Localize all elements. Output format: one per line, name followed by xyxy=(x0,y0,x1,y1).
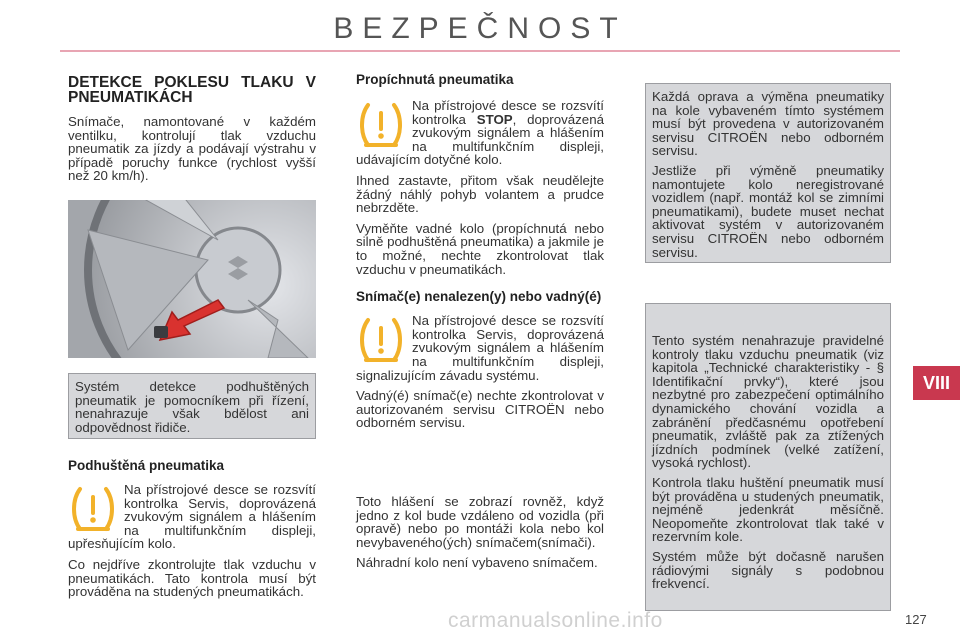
spare-wheel-section xyxy=(356,495,604,577)
intro-text: Snímače, namontované v každém ventilku, kontrolují tlak vzduchu pneumatik za jízdy a podávají výstrahu v případě poruchy funkce (rychlost vyšší než 20 km/h). xyxy=(68,114,316,184)
info-box-repair xyxy=(645,83,891,263)
page-title: BEZPEČNOST xyxy=(333,12,627,45)
info-box-driver-assist xyxy=(68,373,316,439)
underinflated-section xyxy=(68,459,316,606)
spare-paragraph-1: Toto hlášení se zobrazí rovněž, když jedno z kol bude vzdáleno od vozidla (při opravě) nebo po montáži kola nebo kol nevybaveného(ých) snímačem(snímači). xyxy=(356,494,604,550)
info-box-maintenance xyxy=(645,303,891,611)
repair-paragraph-1: Každá oprava a výměna pneumatiky na kole vybaveném tímto systémem musí být provedena v autorizovaném servisu CITROËN nebo odborném servisu. xyxy=(652,89,884,159)
maintenance-paragraph-2: Kontrola tlaku huštění pneumatik musí být prováděna u studených pneumatik, nejméně jedenkrát měsíčně. Neopomeňte zkontrolovat tlak také v rezervním kole. xyxy=(652,474,884,545)
underinflated-text-2: Co nejdříve zkontrolujte tlak vzduchu v pneumatikách. Tato kontrola musí být prováděna na studených pneumatikách. xyxy=(68,556,316,600)
underinflated-text: Na přístrojové desce se rozsvítí kontrolka Servis, doprovázená zvukovým signálem a hlášením na multifunkčním displeji, upřesňujícím kolo. xyxy=(68,482,316,552)
maintenance-paragraph-3: Systém může být dočasně narušen rádiovými signály s podobnou frekvencí. xyxy=(652,548,884,592)
puncture-paragraph-3: Vyměňte vadné kolo (propíchnutá nebo silně podhuštěná pneumatika) a jakmile je to možné, nechte zkontrolovat tlak vzduchu v pneumatikách. xyxy=(356,220,604,277)
spare-paragraph-2: Náhradní kolo není vybaveno snímačem. xyxy=(356,555,598,571)
wheel-sensor-image xyxy=(68,200,316,358)
puncture-paragraph-2: Ihned zastavte, přitom však neudělejte žádný náhlý pohyb volantem a prudce nebrzděte. xyxy=(356,172,604,216)
left-column xyxy=(68,75,316,190)
sensor-heading: Snímač(e) nenalezen(y) nebo vadný(é) xyxy=(356,289,602,305)
sensor-text: Na přístrojové desce se rozsvítí kontrolka Servis, doprovázená zvukovým signálem a hlášením na multifunkčním displeji, signalizujícím závadu systému. xyxy=(356,313,604,383)
page-number: 127 xyxy=(905,612,927,627)
middle-column xyxy=(356,73,604,437)
watermark: carmanualsonline.info xyxy=(448,609,663,632)
note-text: Systém detekce podhuštěných pneumatik je pomocníkem při řízení, nenahrazuje však bdělost ani odpovědnost řidiče. xyxy=(75,379,309,435)
maintenance-paragraph-1: Tento systém nenahrazuje pravidelné kontroly tlaku vzduchu pneumatik (viz kapitola „Technické charakteristiky - § Identifikační prvky“), které jsou nezbytné pro zabezpečení optimálního dynamického chování vozidla a zabránění předčasnému opotřebení pneumatik, zvláště pak za ztížených jízdních podmínek (velké zatížení, vysoká rychlost). xyxy=(652,333,884,471)
stop-warning-label: STOP xyxy=(476,111,513,127)
tyre-pressure-warning-icon xyxy=(68,483,118,535)
puncture-heading: Propíchnutá pneumatika xyxy=(356,72,514,87)
puncture-text-pre: Na přístrojové desce se rozsvítí kontrolka xyxy=(412,98,604,127)
header-divider xyxy=(60,50,900,52)
underinflated-heading: Podhuštěná pneumatika xyxy=(68,458,225,473)
sensor-paragraph-2: Vadný(é) snímač(e) nechte zkontrolovat v autorizovaném servisu CITROËN nebo odborném servisu. xyxy=(356,388,604,431)
tyre-pressure-warning-icon xyxy=(356,314,406,366)
chapter-tab: VIII xyxy=(913,366,960,400)
tyre-pressure-warning-icon xyxy=(356,99,406,151)
section-heading: DETEKCE POKLESU TLAKU V PNEUMATIKÁCH xyxy=(68,74,316,106)
repair-paragraph-2: Jestliže při výměně pneumatiky namontujete kolo neregistrované vozidlem (např. montáž kol se zimními pneumatikami), budete muset nechat aktivovat systém v autorizovaném servisu CITROËN nebo odborném servisu. xyxy=(652,162,884,260)
puncture-text-post: , doprovázená zvukovým signálem a hlášením na multifunkčním displeji, udávajícím dotyčné kolo. xyxy=(356,111,604,168)
